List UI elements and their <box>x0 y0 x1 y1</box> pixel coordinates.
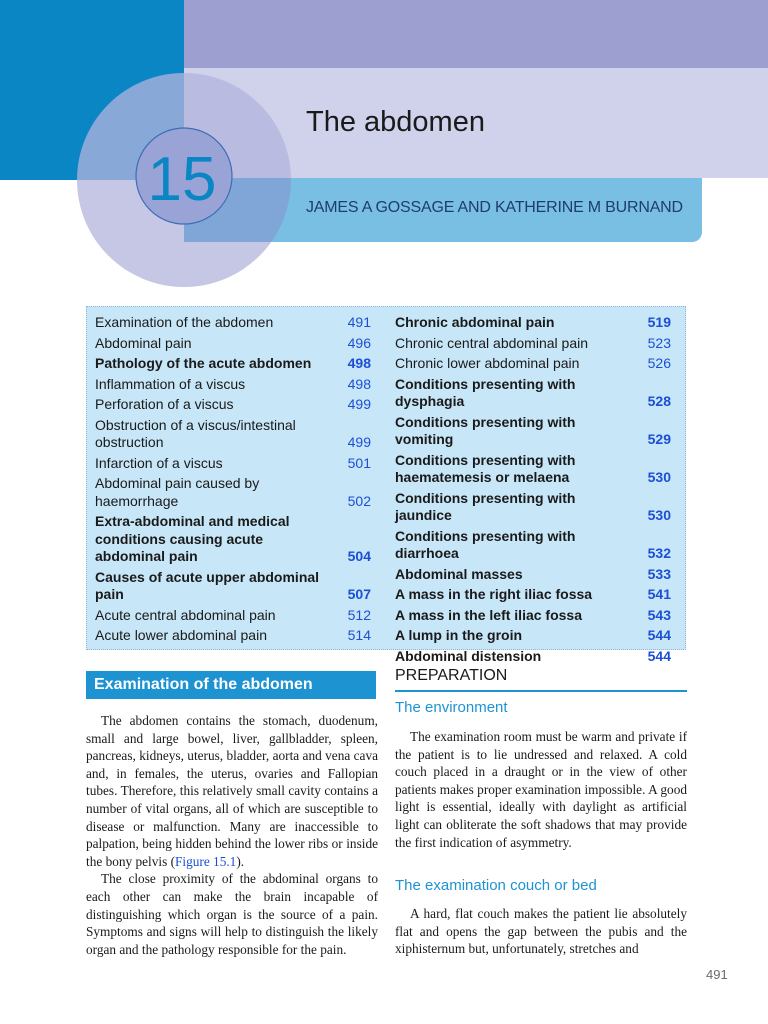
toc-entry[interactable] <box>395 607 671 625</box>
toc-entry-page[interactable]: 499 <box>347 396 371 412</box>
chapter-title: The abdomen <box>306 106 485 138</box>
body-paragraph: A hard, flat couch makes the patient lie absolutely flat and opens the gap between the pubis and the xiphisternum but, unfortunately, stretches and <box>395 906 687 957</box>
toc-entry-page[interactable]: 502 <box>347 492 371 509</box>
toc-entry-label: Acute central abdominal pain <box>95 606 276 623</box>
toc-entry-label: Chronic abdominal pain <box>395 314 555 330</box>
toc-entry-page[interactable]: 530 <box>647 469 671 485</box>
toc-entry[interactable] <box>395 627 671 645</box>
toc-entry[interactable] <box>95 475 371 510</box>
chapter-number-graphic <box>0 0 320 300</box>
toc-entry[interactable] <box>395 414 671 449</box>
toc-entry[interactable] <box>95 335 371 353</box>
toc-entry-label: Conditions presenting with jaundice <box>395 489 576 523</box>
toc-entry-page[interactable]: 507 <box>347 586 371 602</box>
toc-entry-label: Abdominal distension <box>395 647 542 664</box>
toc-entry[interactable] <box>395 566 671 584</box>
toc-entry-page[interactable]: 501 <box>347 454 371 471</box>
toc-entry-page[interactable]: 544 <box>647 627 671 643</box>
toc-entry[interactable] <box>395 452 671 487</box>
chapter-authors: JAMES A GOSSAGE AND KATHERINE M BURNAND <box>306 199 683 216</box>
toc-entry-page[interactable]: 504 <box>347 548 371 564</box>
toc-entry-page[interactable]: 519 <box>647 314 671 330</box>
toc-entry-page[interactable]: 499 <box>347 434 371 450</box>
toc-entry-label: Conditions presenting with dysphagia <box>395 375 576 409</box>
section-heading: Examination of the abdomen <box>86 671 376 699</box>
toc-entry-page[interactable]: 533 <box>647 565 671 582</box>
toc-entry[interactable] <box>95 376 371 394</box>
body-paragraph: The examination room must be warm and private if the patient is to lie undressed and relaxed. A cold couch placed in a draught or in the view of other patients makes proper examination impossible. A good light is essential, ideally with daylight as artificial light can obliterate the soft shadows that may provide the first indication of asymmetry. <box>395 729 687 850</box>
toc-entry-page[interactable]: 541 <box>647 586 671 602</box>
couch-body <box>395 905 687 958</box>
paragraph-text: The abdomen contains the stomach, duodenum, small and large bowel, liver, gallbladder, spleen, pancreas, kidneys, uterus, bladder, aorta and vena cava and, in females, the uterus, ovaries and Fallopian tubes. Therefore, this relatively small cavity contains a number of vital organs, all of which are susceptible to disease or malfunction. Many are inaccessible to palpation, being hidden behind the lower ribs or inside the bony pelvis ( <box>86 713 378 869</box>
toc-entry[interactable] <box>395 376 671 411</box>
toc-entry[interactable] <box>395 528 671 563</box>
toc-entry-label: Causes of acute upper abdominal pain <box>95 568 320 602</box>
toc-entry[interactable] <box>95 455 371 473</box>
toc-entry[interactable] <box>95 355 371 373</box>
toc-entry-label: Conditions presenting with haematemesis or melaena <box>395 451 576 485</box>
section-body <box>86 712 378 958</box>
toc-entry[interactable] <box>95 513 371 566</box>
toc-entry[interactable] <box>95 314 371 332</box>
toc-entry-page[interactable]: 496 <box>347 334 371 351</box>
toc-entry-label: Obstruction of a viscus/intestinal obstruction <box>95 416 296 450</box>
toc-entry-label: Examination of the abdomen <box>95 314 274 330</box>
toc-entry-page[interactable]: 523 <box>647 334 671 351</box>
toc-entry-label: A lump in the groin <box>395 627 523 643</box>
toc-entry-label: Conditions presenting with vomiting <box>395 413 576 447</box>
preparation-heading: PREPARATION <box>395 667 687 692</box>
toc-entry-page[interactable]: 512 <box>347 606 371 623</box>
toc-entry-page[interactable]: 498 <box>347 355 371 371</box>
page-number: 491 <box>706 967 728 982</box>
toc-entry[interactable] <box>395 586 671 604</box>
toc-entry[interactable] <box>95 396 371 414</box>
toc-entry-page[interactable]: 498 <box>347 375 371 392</box>
toc-entry[interactable] <box>395 648 671 666</box>
toc-entry-label: Conditions presenting with diarrhoea <box>395 527 576 561</box>
couch-subheading: The examination couch or bed <box>395 877 597 894</box>
toc-entry-label: Chronic central abdominal pain <box>395 334 588 351</box>
toc-entry[interactable] <box>395 490 671 525</box>
toc-entry-label: Chronic lower abdominal pain <box>395 355 580 371</box>
toc-entry-page[interactable]: 514 <box>347 627 371 643</box>
toc-entry[interactable] <box>95 569 371 604</box>
chapter-number: 15 <box>147 145 217 214</box>
toc-entry-label: A mass in the left iliac fossa <box>395 606 582 623</box>
toc-entry-page[interactable]: 532 <box>647 545 671 561</box>
toc-entry-label: Extra-abdominal and medical conditions causing acute abdominal pain <box>95 513 290 564</box>
paragraph-text-end: ). <box>236 853 245 869</box>
toc-entry-page[interactable]: 528 <box>647 393 671 409</box>
toc-entry[interactable] <box>395 335 671 353</box>
environment-subheading: The environment <box>395 699 508 716</box>
toc-left-column <box>95 314 371 648</box>
toc-entry-label: Perforation of a viscus <box>95 396 234 412</box>
toc-entry-label: Inflammation of a viscus <box>95 375 246 392</box>
toc-entry-label: Abdominal masses <box>395 565 523 582</box>
body-paragraph: The close proximity of the abdominal organs to each other can make the brain incapable of distinguishing which organ is the source of a pain. Symptoms and signs will help to distinguish the likely organ and the pathology responsible for the pain. <box>86 871 378 957</box>
environment-body <box>395 728 687 851</box>
figure-link[interactable]: Figure 15.1 <box>175 853 237 869</box>
toc-entry-page[interactable]: 544 <box>647 647 671 664</box>
toc-entry-label: Acute lower abdominal pain <box>95 627 267 643</box>
body-paragraph <box>86 712 378 870</box>
toc-entry-page[interactable]: 543 <box>647 606 671 623</box>
toc-entry-label: Abdominal pain <box>95 334 192 351</box>
toc-entry[interactable] <box>395 355 671 373</box>
toc-entry-page[interactable]: 491 <box>347 314 371 330</box>
toc-entry[interactable] <box>95 417 371 452</box>
toc-entry-page[interactable]: 530 <box>647 507 671 523</box>
toc-entry-page[interactable]: 526 <box>647 355 671 371</box>
toc-entry-label: Abdominal pain caused by haemorrhage <box>95 475 260 509</box>
toc-right-column <box>395 314 671 668</box>
toc-entry[interactable] <box>95 607 371 625</box>
toc-entry-label: A mass in the right iliac fossa <box>395 586 593 602</box>
toc-entry-label: Pathology of the acute abdomen <box>95 355 312 371</box>
toc-entry-page[interactable]: 529 <box>647 431 671 447</box>
toc-entry[interactable] <box>95 627 371 645</box>
chapter-contents-box <box>86 306 686 664</box>
toc-entry-label: Infarction of a viscus <box>95 454 223 471</box>
toc-entry[interactable] <box>395 314 671 332</box>
